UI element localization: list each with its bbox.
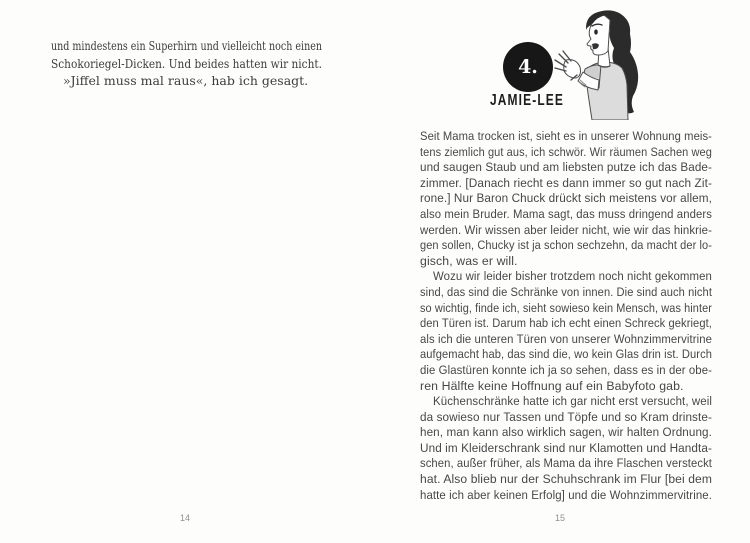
text-line xyxy=(420,129,712,145)
text-line-content: ren Hälfte keine Hoffnung auf ein Babyfoto gab. xyxy=(420,378,684,393)
text-line-content: werden. Wir wissen aber leider nicht, wie wir das hinkrie- xyxy=(420,222,712,237)
text-line-content: Seit Mama trocken ist, sieht es in unserer Wohnung meis- xyxy=(420,129,712,143)
text-line-content: hatte ich aber keinen Erfolg] und die Wohnzimmervitrine. xyxy=(420,487,712,502)
text-line xyxy=(420,285,712,301)
text-line-content: also mein Bruder. Mama sagt, das muss dringend anders xyxy=(420,206,712,221)
text-line xyxy=(420,176,712,192)
text-line xyxy=(420,363,712,379)
text-line xyxy=(420,301,712,317)
text-line-content: Schokoriegel-Dicken. Und beides hatten wir nicht. xyxy=(51,55,322,71)
text-line-content: so wichtig, finde ich, sieht sowieso kein Mensch, was hinter xyxy=(420,300,712,315)
text-line-content: tens ziemlich gut aus, ich schwör. Wir räumen Sachen weg xyxy=(420,144,712,159)
right-page-text xyxy=(420,129,712,503)
text-line xyxy=(420,456,712,472)
chapter-title-text: JAMIE-LEE xyxy=(490,92,564,109)
text-line xyxy=(420,238,712,254)
text-line-content: und mindestens ein Superhirn und vielleicht noch einen xyxy=(51,38,322,53)
text-line xyxy=(420,269,712,285)
chapter-number-badge xyxy=(503,42,553,92)
text-line xyxy=(420,207,712,223)
text-line-content: als ich die unteren Türen von unserer Wohnzimmervitrine xyxy=(420,331,712,346)
chapter-number: 4. xyxy=(518,56,538,78)
text-line-content: sind, das sind die Schränke von innen. Die sind auch nicht xyxy=(420,284,712,299)
girl-hand xyxy=(564,60,581,78)
text-line-content: Und im Kleiderschrank sind nur Klamotten und Handta- xyxy=(420,440,712,455)
text-line-content: rone.] Nur Baron Chuck drückt sich meistens vor allem, xyxy=(420,191,712,206)
text-line-content: Wozu wir leider bisher trotzdem noch nicht gekommen xyxy=(433,269,712,284)
left-page-text xyxy=(51,37,331,90)
text-line xyxy=(420,425,712,441)
text-line-content: zimmer. [Danach riecht es dann immer so gut nach Zit- xyxy=(420,175,712,190)
text-line-content: da sowieso nur Tassen und Töpfe und so Kram drinste- xyxy=(420,409,712,424)
text-line xyxy=(420,441,712,457)
text-line xyxy=(420,316,712,332)
text-line xyxy=(420,488,712,504)
page-number-left: 14 xyxy=(180,513,191,523)
text-line xyxy=(51,55,331,73)
text-line-content: gisch, was er will. xyxy=(420,253,518,268)
text-line-content: schen, außer früher, als Mama da ihre Flaschen versteckt xyxy=(420,456,712,471)
text-line xyxy=(420,332,712,348)
text-line xyxy=(51,37,331,55)
text-line xyxy=(420,379,712,395)
text-line-content: und saugen Staub und am liebsten putze ich das Bade- xyxy=(420,160,712,175)
text-line xyxy=(420,191,712,207)
text-line-content: hen, man kann also wirklich sagen, wir halten Ordnung. xyxy=(420,425,712,440)
text-line-content: hat. Also blieb nur der Schuhschrank im Flur [bei dem xyxy=(420,472,712,487)
text-line-content: »Jiffel muss mal raus«, hab ich gesagt. xyxy=(63,73,309,88)
text-line xyxy=(420,145,712,161)
text-line-content: die Glastüren konnte ich ja so sehen, dass es in der obe- xyxy=(420,362,712,377)
text-line-content: aufgemacht hab, das sind die, wo kein Glas drin ist. Durch xyxy=(420,347,712,362)
text-line xyxy=(420,254,712,270)
text-line xyxy=(420,472,712,488)
text-line xyxy=(420,410,712,426)
page-number-right: 15 xyxy=(555,513,566,523)
text-line xyxy=(420,394,712,410)
text-line xyxy=(420,160,712,176)
text-line xyxy=(420,223,712,239)
text-line xyxy=(420,347,712,363)
text-line-content: gen sollen, Chucky ist ja schon sechzehn, da macht der lo- xyxy=(420,238,712,253)
text-line xyxy=(51,72,331,90)
text-line-content: Küchenschränke hatte ich gar nicht erst versucht, weil xyxy=(433,394,712,409)
girl-gesturing-illustration xyxy=(552,8,660,120)
girl-eye xyxy=(594,29,598,34)
text-line-content: den Türen ist. Darum hab ich echt einen Schreck gekriegt, xyxy=(420,316,712,331)
